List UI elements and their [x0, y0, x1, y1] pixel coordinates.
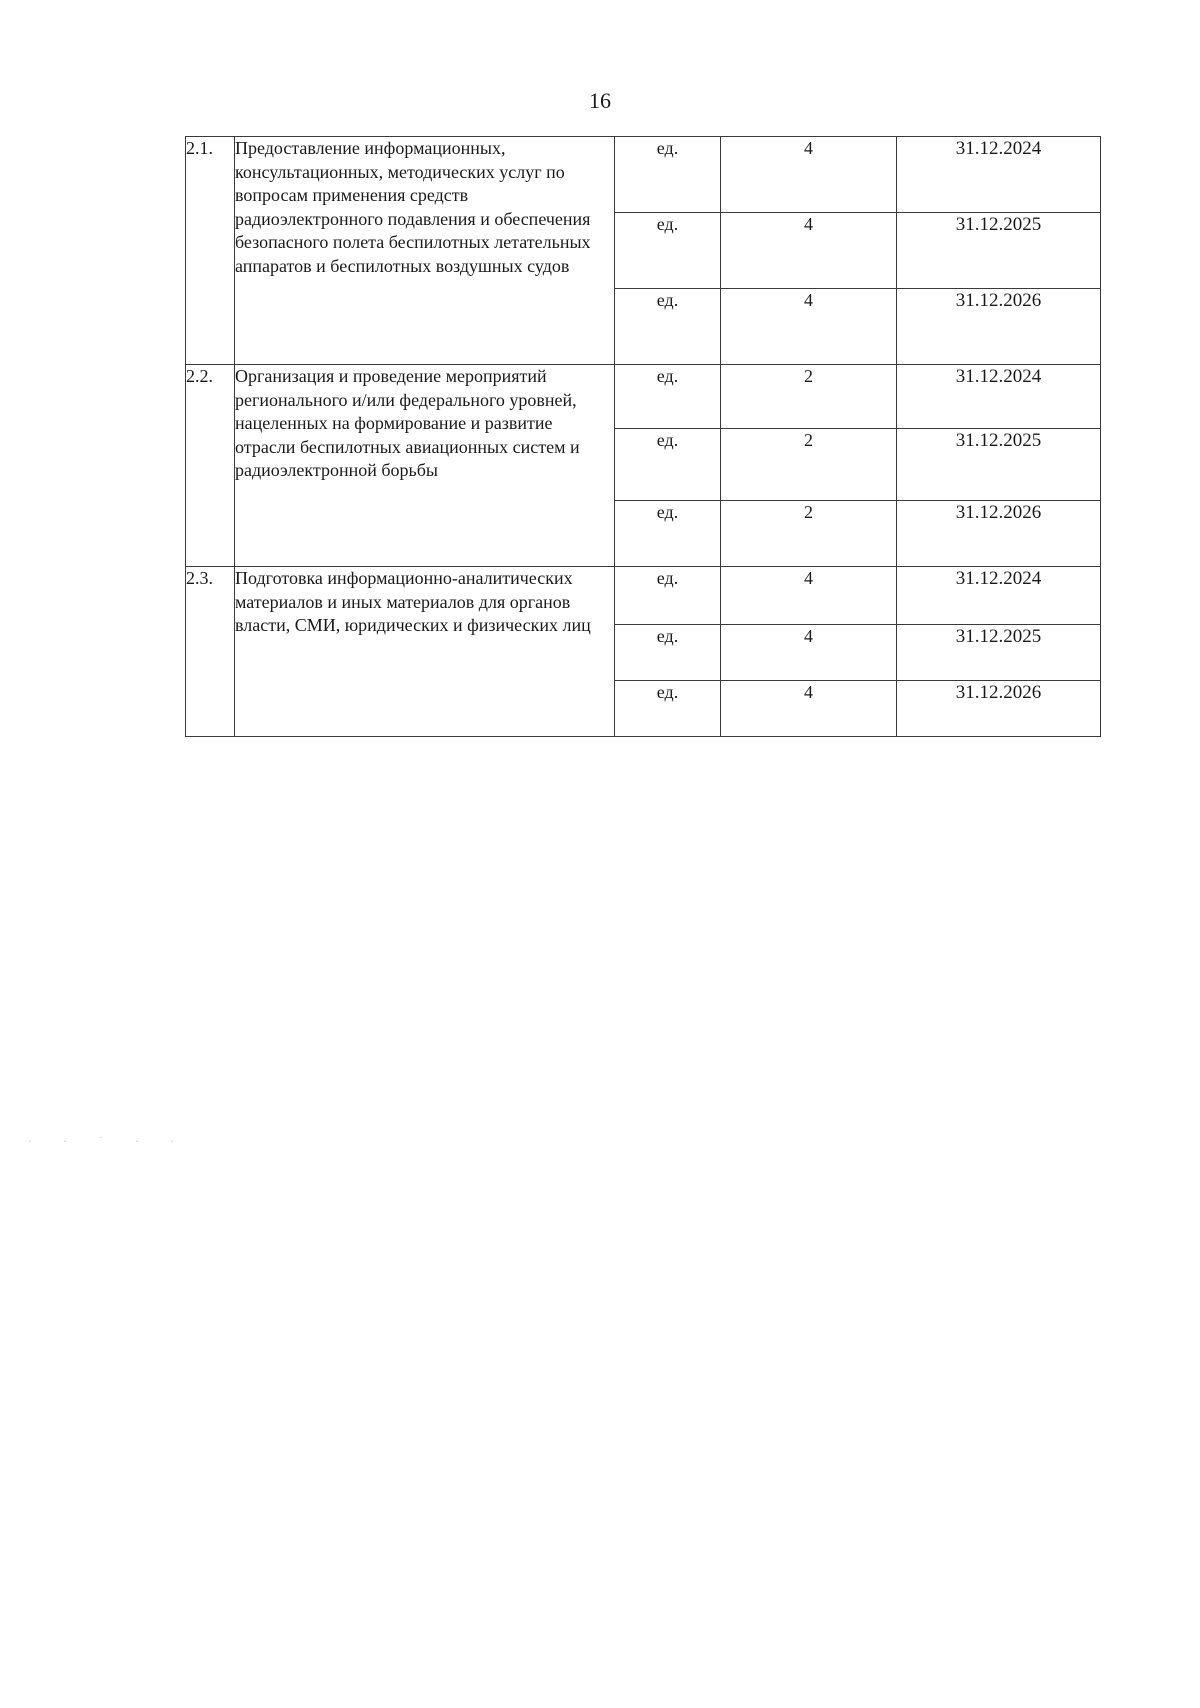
page-number: 16 [589, 88, 611, 113]
quantity-cell: 4 [721, 625, 897, 681]
item-description-cell: Предоставление информационных, консультационных, методических услуг по вопросам применения средств радиоэлектронного подавления и обеспечения безопасного полета беспилотных летательных аппаратов и беспилотных воздушных судов [235, 137, 615, 365]
item-description-cell: Организация и проведение мероприятий регионального и/или федерального уровней, нацеленных на формирование и развитие отрасли беспилотных авиационных систем и радиоэлектронной борьбы [235, 365, 615, 567]
unit-cell: ед. [615, 289, 721, 365]
deadline-cell: 31.12.2025 [897, 213, 1101, 289]
table-group-2-1 [186, 137, 1101, 365]
item-number-cell: 2.2. [186, 365, 235, 567]
unit-cell: ед. [615, 429, 721, 501]
unit-cell: ед. [615, 625, 721, 681]
deadline-cell: 31.12.2026 [897, 681, 1101, 737]
item-description-cell: Подготовка информационно-аналитических материалов и иных материалов для органов власти, СМИ, юридических и физических лиц [235, 567, 615, 737]
quantity-cell: 4 [721, 289, 897, 365]
table-row [186, 137, 1101, 213]
quantity-cell: 2 [721, 501, 897, 567]
table-row [186, 365, 1101, 429]
deadline-cell: 31.12.2025 [897, 429, 1101, 501]
item-number-cell: 2.1. [186, 137, 235, 365]
deadline-cell: 31.12.2024 [897, 365, 1101, 429]
activities-table [185, 136, 1101, 737]
quantity-cell: 4 [721, 213, 897, 289]
table-group-2-3 [186, 567, 1101, 737]
unit-cell: ед. [615, 213, 721, 289]
unit-cell: ед. [615, 501, 721, 567]
deadline-cell: 31.12.2026 [897, 501, 1101, 567]
unit-cell: ед. [615, 567, 721, 625]
item-number-cell: 2.3. [186, 567, 235, 737]
deadline-cell: 31.12.2025 [897, 625, 1101, 681]
quantity-cell: 2 [721, 365, 897, 429]
quantity-cell: 4 [721, 137, 897, 213]
deadline-cell: 31.12.2024 [897, 137, 1101, 213]
quantity-cell: 2 [721, 429, 897, 501]
unit-cell: ед. [615, 365, 721, 429]
quantity-cell: 4 [721, 567, 897, 625]
unit-cell: ед. [615, 137, 721, 213]
scan-noise: · · ˙ · · [28, 1135, 188, 1148]
deadline-cell: 31.12.2026 [897, 289, 1101, 365]
deadline-cell: 31.12.2024 [897, 567, 1101, 625]
table-row [186, 567, 1101, 625]
table-group-2-2 [186, 365, 1101, 567]
quantity-cell: 4 [721, 681, 897, 737]
unit-cell: ед. [615, 681, 721, 737]
